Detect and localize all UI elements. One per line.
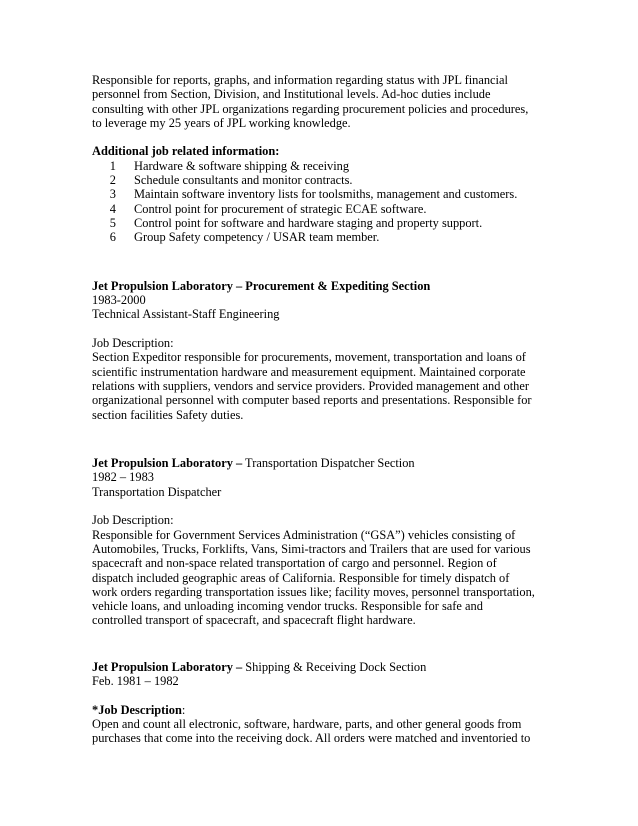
- job-description-label: Job Description:: [92, 513, 174, 528]
- intro-line: Responsible for reports, graphs, and information regarding status with JPL financial: [92, 73, 508, 87]
- list-text: Schedule consultants and monitor contracts.: [134, 173, 353, 188]
- list-item: [92, 216, 562, 230]
- job-description-line: relations with suppliers, vendors and service providers. Provided management and other: [92, 378, 529, 393]
- job-description-label-colon: :: [181, 702, 186, 717]
- job-description-line: Open and count all electronic, software, hardware, parts, and other general goods from: [92, 717, 522, 732]
- spacer: [92, 499, 562, 513]
- list-number: 4: [109, 201, 116, 216]
- job-entry-shipping-receiving: [92, 660, 562, 746]
- list-number: 2: [109, 173, 116, 188]
- list-item: [92, 187, 562, 201]
- job-description-label: [92, 703, 562, 717]
- list-text: Control point for software and hardware staging and property support.: [134, 215, 483, 230]
- job-heading-employer: Jet Propulsion Laboratory –: [92, 659, 243, 674]
- job-description-label: Job Description:: [92, 336, 174, 351]
- additional-info-list: [92, 159, 562, 245]
- job-description-line: purchases that come into the receiving dock. All orders were matched and inventoried to: [92, 731, 531, 746]
- list-item: [92, 230, 562, 244]
- job-entry-transportation: [92, 456, 562, 628]
- job-heading-employer: Jet Propulsion Laboratory –: [92, 456, 243, 471]
- spacer: [92, 436, 562, 456]
- list-text: Control point for procurement of strategic ECAE software.: [134, 201, 427, 216]
- spacer: [92, 689, 562, 703]
- intro-line: to leverage my 25 years of JPL working knowledge.: [92, 115, 351, 130]
- spacer: [92, 259, 562, 279]
- job-heading-section: Shipping & Receiving Dock Section: [242, 659, 427, 674]
- job-description-line: Section Expeditor responsible for procurements, movement, transportation and loans of: [92, 350, 526, 365]
- intro-line: personnel from Section, Division, and Institutional levels. Ad-hoc duties include: [92, 87, 491, 102]
- job-description-line: scientific instrumentation hardware and measurement equipment. Maintained corporate: [92, 364, 526, 379]
- job-description-line: organizational personnel with computer based reports and presentations. Responsible for: [92, 393, 532, 408]
- job-heading: Jet Propulsion Laboratory – Procurement & Expediting Section: [92, 278, 431, 293]
- spacer: [92, 642, 562, 660]
- list-item: [92, 159, 562, 173]
- job-dates: Feb. 1981 – 1982: [92, 674, 179, 689]
- list-text: Maintain software inventory lists for toolsmiths, management and customers.: [134, 187, 518, 202]
- intro-line: consulting with other JPL organizations regarding procurement policies and procedures,: [92, 101, 529, 116]
- spacer: [92, 130, 562, 144]
- list-number: 3: [109, 187, 116, 202]
- list-text: Group Safety competency / USAR team member.: [134, 230, 380, 245]
- job-description-label-bold: *Job Description: [92, 702, 182, 717]
- job-description-line: work orders regarding transportation issues like; facility moves, personnel transportation,: [92, 584, 535, 599]
- spacer: [92, 245, 562, 259]
- list-number: 5: [109, 215, 116, 230]
- job-dates: 1982 – 1983: [92, 470, 154, 485]
- job-description-line: controlled transport of spacecraft, and spacecraft flight hardware.: [92, 613, 416, 628]
- job-title: Technical Assistant-Staff Engineering: [92, 307, 280, 322]
- job-title: Transportation Dispatcher: [92, 484, 222, 499]
- job-entry-procurement: [92, 279, 562, 422]
- intro-paragraph: [92, 73, 562, 130]
- list-text: Hardware & software shipping & receiving: [134, 158, 350, 173]
- job-description-line: spacecraft and non-space related transportation of cargo and personnel. Region of: [92, 556, 497, 571]
- list-item: [92, 173, 562, 187]
- spacer: [92, 322, 562, 336]
- job-description-line: section facilities Safety duties.: [92, 407, 244, 422]
- job-heading: [92, 660, 562, 674]
- job-description-line: Responsible for Government Services Administration (“GSA”) vehicles consisting of: [92, 527, 516, 542]
- job-heading-section: Transportation Dispatcher Section: [242, 456, 415, 471]
- additional-info-heading: Additional job related information:: [92, 144, 280, 159]
- list-number: 6: [109, 230, 116, 245]
- additional-info-section: [92, 144, 562, 244]
- job-heading: [92, 456, 562, 470]
- list-item: [92, 202, 562, 216]
- job-description-line: dispatch included geographic areas of California. Responsible for timely dispatch of: [92, 570, 510, 585]
- job-description-line: vehicle loans, and unloading incoming vendor trucks. Responsible for safe and: [92, 599, 483, 614]
- resume-body: [92, 73, 562, 746]
- spacer: [92, 628, 562, 642]
- job-description-line: Automobiles, Trucks, Forklifts, Vans, Simi-tractors and Trailers that are used for various: [92, 541, 531, 556]
- job-dates: 1983-2000: [92, 293, 146, 308]
- list-number: 1: [109, 158, 116, 173]
- spacer: [92, 422, 562, 436]
